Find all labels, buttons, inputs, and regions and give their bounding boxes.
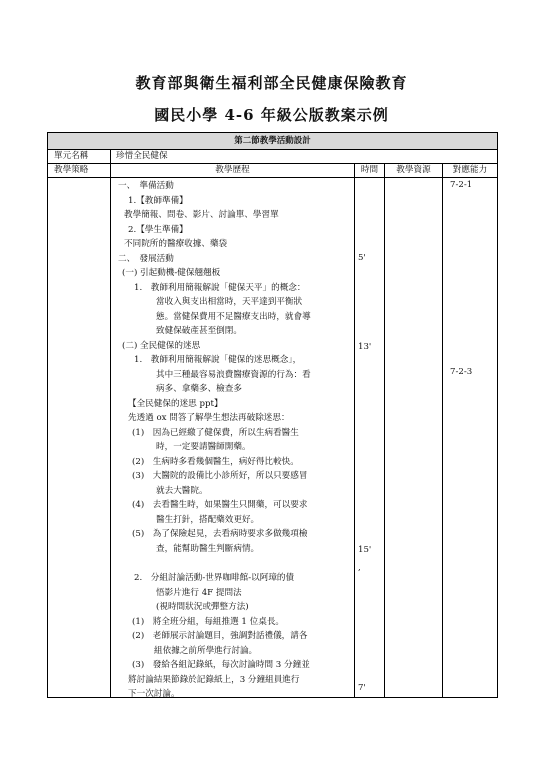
text-line: 當收入與支出相當時，天平達到平衡狀	[156, 297, 303, 307]
text-line: 就去大醫院。	[156, 485, 208, 496]
text-line: (5) 為了保險起見，去看病時要求多做幾項檢	[132, 529, 308, 539]
text-line: 時，一定要請醫師開藥。	[156, 442, 251, 452]
text-line: (二) 全民健保的迷思	[122, 340, 201, 351]
col-ability: 對應能力	[452, 165, 488, 175]
text-line: 二、 發展活動	[118, 253, 174, 264]
text-line: 2.【學生準備】	[128, 224, 188, 235]
text-line: 1. 教師利用簡報解說「健保的迷思概念」，	[134, 355, 302, 365]
document-title: 教育部與衛生福利部全民健康保險教育	[135, 74, 408, 92]
time-mark: 5'	[358, 253, 366, 263]
column-divider	[354, 163, 355, 697]
text-line: 不同院所的醫療收據、藥袋	[124, 239, 228, 249]
text-line: (2) 生病時多看幾個醫生，病好得比較快。	[132, 456, 299, 467]
text-line: 態。當健保費用不足醫療支出時，就會導	[156, 311, 311, 322]
column-divider	[110, 149, 111, 697]
text-line: 醫生打針，搭配藥效更好。	[156, 514, 260, 525]
text-line: (3) 發給各組記錄紙，每次討論時間 3 分鐘並	[132, 660, 310, 670]
col-resource: 教學資源	[396, 165, 431, 175]
text-line: 將討論結果節錄於記錄紙上，3 分鐘組員進行	[128, 674, 300, 685]
text-line: 查，能幫助醫生判斷病情。	[156, 543, 260, 554]
text-line: (1) 因為已經繳了健保費，所以生病看醫生	[132, 427, 299, 438]
text-line: 悟影片進行 4F 提問法	[156, 587, 242, 598]
ability-mark: 7-2-3	[450, 367, 473, 377]
time-mark: 13'	[358, 342, 372, 352]
text-line: 1.【教師準備】	[128, 195, 188, 206]
lesson-plan-table	[47, 132, 498, 698]
text-line: 2. 分組討論活動-世界咖啡館-以阿璋的債	[134, 573, 295, 583]
col-process: 教學歷程	[215, 165, 250, 175]
text-line: (1) 將全班分組，每組推選 1 位桌長。	[132, 616, 285, 627]
time-mark: 7'	[358, 683, 366, 693]
text-line: 致健保破產甚至倒閉。	[156, 326, 242, 336]
time-mark: 15'	[358, 545, 372, 555]
text-line: (一) 引起動機-健保翹翹板	[122, 268, 221, 278]
row-divider	[48, 177, 497, 178]
text-line: (4) 去看醫生時，如果醫生只開藥，可以要求	[132, 500, 308, 510]
col-strategy: 教學策略	[54, 165, 89, 175]
row-divider	[48, 163, 497, 164]
col-time: 時間	[360, 165, 379, 175]
ability-mark: 7-2-1	[450, 180, 473, 190]
column-divider	[442, 163, 443, 697]
text-line: (2) 老師展示討論題目，強調對話禮儀，請各	[132, 631, 308, 641]
unit-value: 珍惜全民健保	[116, 151, 168, 161]
text-line: 【全民健保的迷思 ppt】	[128, 398, 223, 409]
text-line: 教學簡報、問卷、影片、討論單、學習單	[124, 210, 279, 220]
section-title: 第二節教學活動設計	[48, 133, 497, 150]
text-line: 組依據之前所學進行討論。	[154, 645, 258, 656]
text-line: (視時間狀況或彈整方法)	[156, 602, 249, 612]
text-line: 其中三種最容易浪費醫療資源的行為：看	[156, 369, 311, 380]
text-line: 1. 教師利用簡報解說「健保天平」的概念：	[134, 282, 306, 293]
column-divider	[384, 163, 385, 697]
unit-label: 單元名稱	[54, 151, 89, 161]
text-line: 病多、拿藥多、檢查多	[156, 384, 242, 394]
text-line: 先透過 ox 問答了解學生想法再破除迷思：	[128, 413, 290, 423]
text-line: (3) 大醫院的設備比小診所好，所以只要感冒	[132, 471, 308, 481]
time-mark: ,	[358, 563, 361, 573]
text-line: 下一次討論。	[128, 689, 180, 699]
document-subtitle: 國民小學 4-6 年級公版教案示例	[154, 106, 389, 124]
text-line: 一、 準備活動	[118, 181, 174, 191]
